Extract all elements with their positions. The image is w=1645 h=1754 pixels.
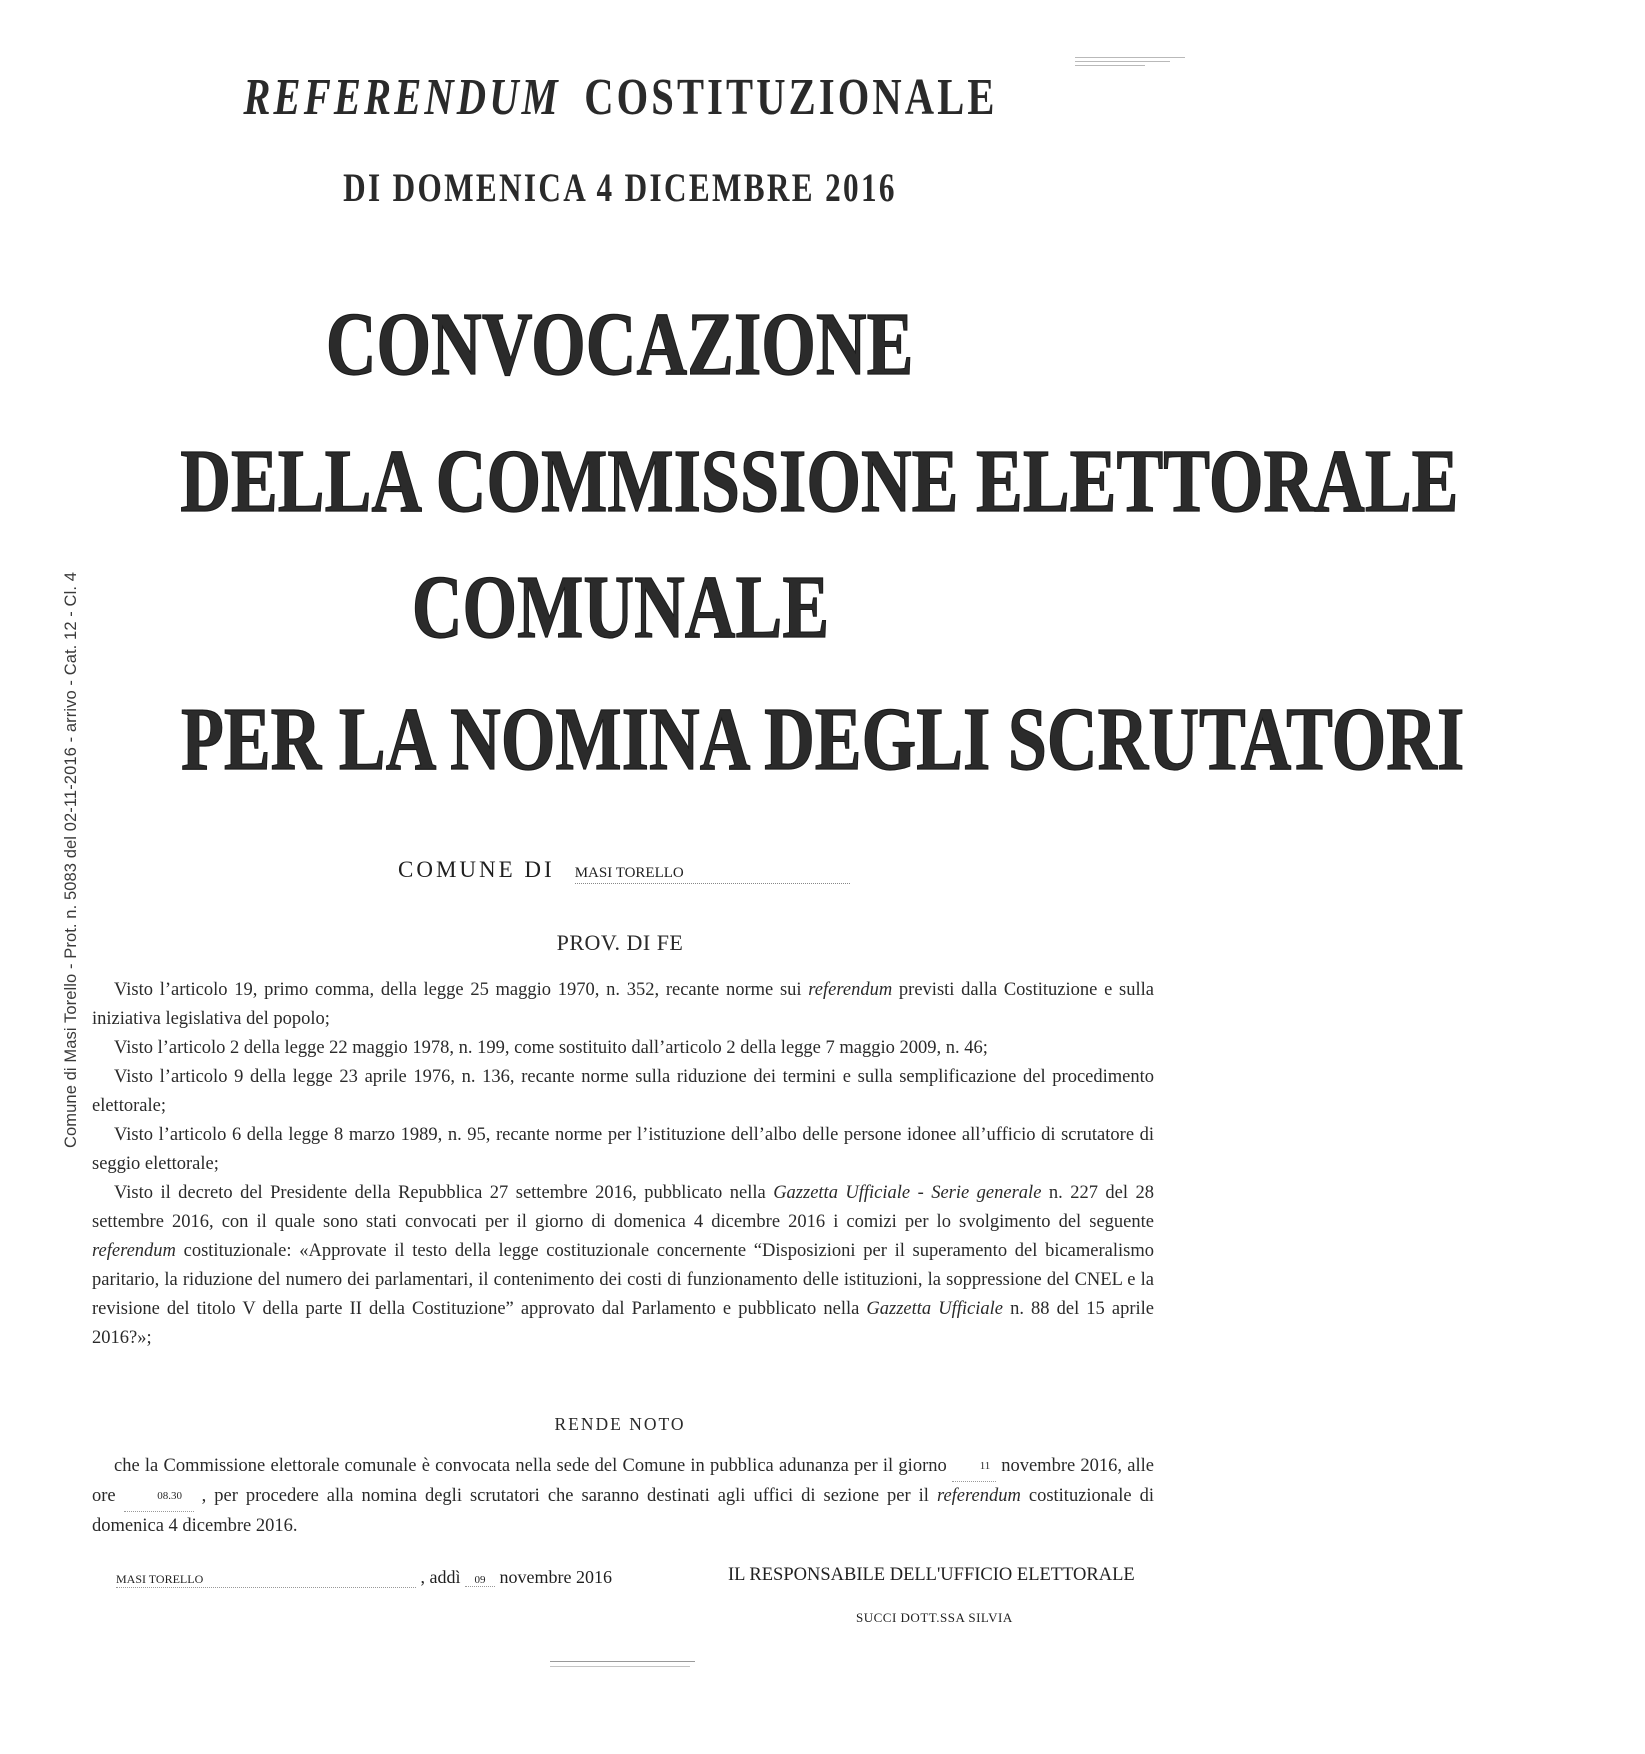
recital-5: Visto il decreto del Presidente della Repubblica 27 settembre 2016, pubblicato nella Gazzetta Ufficiale - Serie generale n. 227 del 28 settembre 2016, con il quale sono stati convocati per il giorno di domenica 4 dicembre 2016 i comizi per lo svolgimento del seguente referendum costituzionale: «Approvate il testo della legge costituzionale concernente “Disposizioni per il superamento del bicameralismo paritario, la riduzione del numero dei parlamentari, il contenimento dei costi di funzionamento delle istituzioni, la soppressione del CNEL e la revisione del titolo V della parte II della Costituzione” approvato dal Parlamento e pubblicato nella Gazzetta Ufficiale n. 88 del 15 aprile 2016?»; (92, 1183, 1155, 1348)
recital-4: Visto l’articolo 6 della legge 8 marzo 1989, n. 95, recante norme per l’istituzione dell’albo delle persone idonee all’ufficio di scrutatore di seggio elettorale; (92, 1125, 1154, 1174)
scan-mark-top-right (1075, 55, 1195, 69)
place-field: MASI TORELLO (116, 1572, 416, 1588)
title-line-1: CONVOCAZIONE (326, 295, 914, 394)
comune-label: COMUNE DI (398, 857, 555, 882)
recital-2: Visto l’articolo 2 della legge 22 maggio 1978, n. 199, come sostituito dall’articolo 2 della legge 7 maggio 2009, n. 46; (114, 1038, 988, 1058)
meeting-day-field: 11 (952, 1452, 996, 1482)
referendum-date-line: DI DOMENICA 4 DICEMBRE 2016 (343, 165, 897, 210)
date-day-field: 09 (465, 1574, 495, 1587)
comune-value: MASI TORELLO (575, 865, 850, 884)
referendum-heading (0, 68, 1240, 127)
rende-noto-heading: RENDE NOTO (554, 1414, 686, 1434)
title-line-4: PER LA NOMINA DEGLI SCRUTATORI (180, 690, 1465, 789)
heading-word-costituzionale: COSTITUZIONALE (583, 69, 998, 126)
province-line: PROV. DI FE (556, 930, 684, 955)
recital-3: Visto l’articolo 9 della legge 23 aprile 1976, n. 136, recante norme sulla riduzione dei termini e sulla semplificazione del procedimento elettorale; (92, 1067, 1154, 1116)
scan-mark-bottom (550, 1660, 695, 1670)
meeting-time-field: 08.30 (124, 1482, 194, 1512)
title-line-3: COMUNALE (411, 558, 829, 657)
signatory-title: IL RESPONSABILE DELL'UFFICIO ELETTORALE (728, 1565, 1135, 1585)
signatory-name: SUCCI DOTT.SSA SILVIA (856, 1610, 1013, 1625)
convocation-paragraph: che la Commissione elettorale comunale è convocata nella sede del Comune in pubblica adunanza per il giorno 11 novembre 2016, alle ore 08.30 , per procedere alla nomina degli scrutatori che saranno destinati agli uffici di sezione per il referendum costituzionale di domenica 4 dicembre 2016. (92, 1452, 1154, 1541)
comune-line (398, 857, 850, 884)
recital-1: Visto l’articolo 19, primo comma, della legge 25 maggio 1970, n. 352, recante norme sui referendum previsti dalla Costituzione e sulla iniziativa legislativa del popolo; (92, 980, 1154, 1029)
recitals (92, 976, 1154, 1353)
title-line-2: DELLA COMMISSIONE ELETTORALE (180, 432, 1459, 531)
heading-word-referendum: REFERENDUM (242, 69, 561, 126)
place-date-line: MASI TORELLO , addì 09 novembre 2016 (116, 1567, 612, 1587)
protocol-stamp: Comune di Masi Torello - Prot. n. 5083 del 02-11-2016 - arrivo - Cat. 12 - Cl. 4 (62, 572, 80, 1148)
